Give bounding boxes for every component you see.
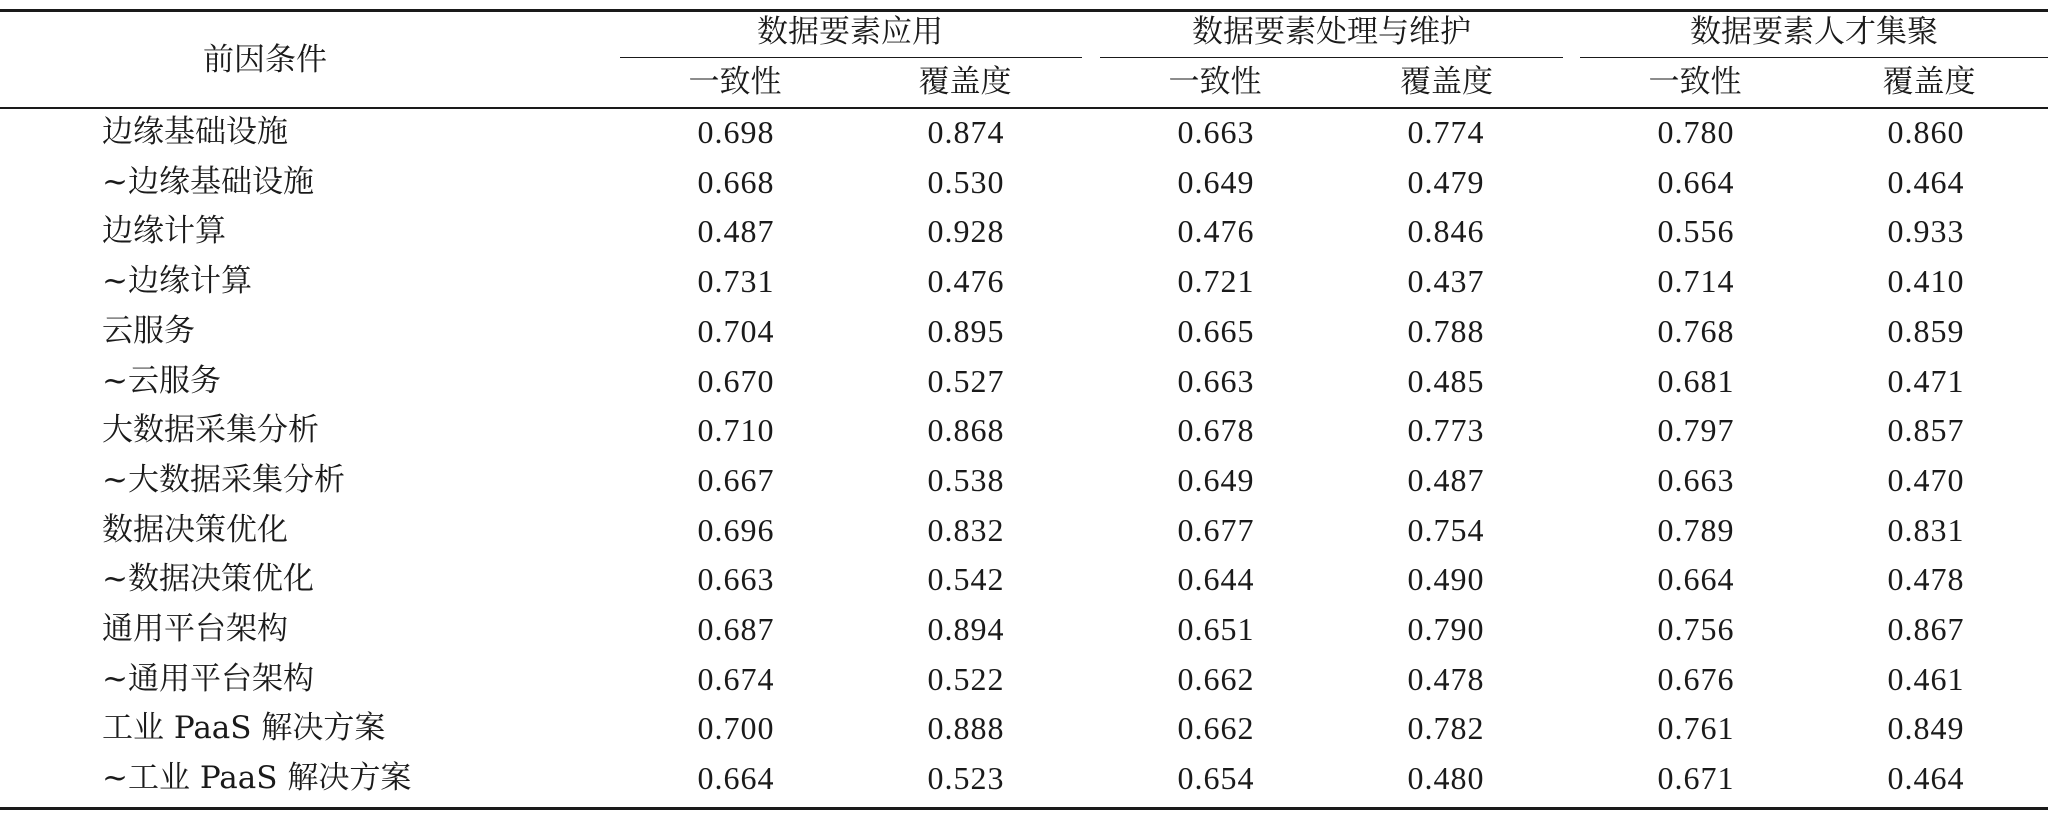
- table-cell: 0.696: [697, 512, 775, 548]
- table-cell: 0.487: [1407, 462, 1485, 498]
- table-cell: 0.480: [1407, 760, 1485, 796]
- table-cell: 0.681: [1657, 363, 1735, 399]
- table-cell: 0.478: [1407, 661, 1485, 697]
- subheader-coverage: 覆盖度: [1400, 64, 1493, 100]
- table-cell: 0.678: [1177, 412, 1255, 448]
- table-cell: 0.761: [1657, 710, 1735, 746]
- row-label: 边缘计算: [102, 213, 226, 249]
- table-cell: 0.556: [1657, 213, 1735, 249]
- table-cell: 0.710: [697, 412, 775, 448]
- table-cell: 0.754: [1407, 512, 1485, 548]
- table-cell: 0.410: [1887, 263, 1965, 299]
- row-label: 工业 PaaS 解决方案: [102, 710, 386, 746]
- table-cell: 0.874: [927, 114, 1005, 150]
- table-cell: 0.663: [1177, 114, 1255, 150]
- row-label: ~工业 PaaS 解决方案: [102, 760, 412, 796]
- header-bottom-rule: [0, 107, 2048, 109]
- group-header-application: 数据要素应用: [757, 14, 943, 50]
- table-cell: 0.721: [1177, 263, 1255, 299]
- table-cell: 0.831: [1887, 512, 1965, 548]
- table-cell: 0.933: [1887, 213, 1965, 249]
- table-cell: 0.663: [1177, 363, 1255, 399]
- table-cell: 0.774: [1407, 114, 1485, 150]
- table-cell: 0.797: [1657, 412, 1735, 448]
- table-cell: 0.860: [1887, 114, 1965, 150]
- row-label: 通用平台架构: [102, 611, 288, 647]
- row-label: ~云服务: [102, 363, 221, 399]
- subheader-coverage: 覆盖度: [1882, 64, 1976, 100]
- table-cell: 0.665: [1177, 313, 1255, 349]
- table-cell: 0.780: [1657, 114, 1735, 150]
- table-bottom-rule: [0, 807, 2048, 810]
- row-label: 大数据采集分析: [102, 412, 319, 448]
- table-cell: 0.668: [697, 164, 775, 200]
- table-cell: 0.664: [697, 760, 775, 796]
- table-cell: 0.662: [1177, 661, 1255, 697]
- table-cell: 0.651: [1177, 611, 1255, 647]
- table-cell: 0.698: [697, 114, 775, 150]
- table-cell: 0.649: [1177, 164, 1255, 200]
- table-cell: 0.687: [697, 611, 775, 647]
- table-cell: 0.490: [1407, 561, 1485, 597]
- table-cell: 0.470: [1887, 462, 1965, 498]
- table-cell: 0.789: [1657, 512, 1735, 548]
- table-cell: 0.700: [697, 710, 775, 746]
- table-cell: 0.649: [1177, 462, 1255, 498]
- row-header: 前因条件: [203, 42, 327, 78]
- table-cell: 0.667: [697, 462, 775, 498]
- table-cell: 0.676: [1657, 661, 1735, 697]
- table-cell: 0.663: [1657, 462, 1735, 498]
- row-label: 数据决策优化: [102, 512, 288, 548]
- table-cell: 0.644: [1177, 561, 1255, 597]
- table-cell: 0.788: [1407, 313, 1485, 349]
- table-cell: 0.476: [927, 263, 1005, 299]
- table-cell: 0.895: [927, 313, 1005, 349]
- table-cell: 0.461: [1887, 661, 1965, 697]
- group-rule-processing: [1100, 57, 1563, 58]
- table-cell: 0.522: [927, 661, 1005, 697]
- table-cell: 0.664: [1657, 561, 1735, 597]
- table-cell: 0.768: [1657, 313, 1735, 349]
- table-cell: 0.731: [697, 263, 775, 299]
- group-rule-application: [620, 57, 1082, 58]
- table-cell: 0.437: [1407, 263, 1485, 299]
- subheader-consistency: 一致性: [1648, 64, 1742, 100]
- table-cell: 0.538: [927, 462, 1005, 498]
- table-cell: 0.756: [1657, 611, 1735, 647]
- table-cell: 0.790: [1407, 611, 1485, 647]
- table-cell: 0.476: [1177, 213, 1255, 249]
- row-label: 云服务: [102, 313, 195, 349]
- table-cell: 0.782: [1407, 710, 1485, 746]
- table-cell: 0.527: [927, 363, 1005, 399]
- table-cell: 0.888: [927, 710, 1005, 746]
- table-cell: 0.894: [927, 611, 1005, 647]
- subheader-consistency: 一致性: [688, 64, 782, 100]
- table-cell: 0.849: [1887, 710, 1965, 746]
- group-header-talent: 数据要素人才集聚: [1690, 14, 1938, 50]
- row-label: ~数据决策优化: [102, 561, 314, 597]
- row-label: ~边缘计算: [102, 263, 252, 299]
- table-cell: 0.471: [1887, 363, 1965, 399]
- table-cell: 0.773: [1407, 412, 1485, 448]
- table-cell: 0.487: [697, 213, 775, 249]
- group-rule-talent: [1580, 57, 2048, 58]
- table-cell: 0.664: [1657, 164, 1735, 200]
- subheader-consistency: 一致性: [1168, 64, 1262, 100]
- table-cell: 0.478: [1887, 561, 1965, 597]
- table-cell: 0.485: [1407, 363, 1485, 399]
- table-cell: 0.714: [1657, 263, 1735, 299]
- table-cell: 0.928: [927, 213, 1005, 249]
- table-cell: 0.542: [927, 561, 1005, 597]
- table-cell: 0.846: [1407, 213, 1485, 249]
- table-cell: 0.663: [697, 561, 775, 597]
- subheader-coverage: 覆盖度: [918, 64, 1012, 100]
- table-cell: 0.704: [697, 313, 775, 349]
- table-cell: 0.671: [1657, 760, 1735, 796]
- row-label: ~通用平台架构: [102, 661, 314, 697]
- table-cell: 0.868: [927, 412, 1005, 448]
- table-cell: 0.867: [1887, 611, 1965, 647]
- table-cell: 0.479: [1407, 164, 1485, 200]
- table-cell: 0.677: [1177, 512, 1255, 548]
- table-cell: 0.662: [1177, 710, 1255, 746]
- table-cell: 0.530: [927, 164, 1005, 200]
- row-label: 边缘基础设施: [102, 114, 288, 150]
- table-cell: 0.857: [1887, 412, 1965, 448]
- group-header-processing: 数据要素处理与维护: [1192, 14, 1471, 50]
- table-cell: 0.464: [1887, 164, 1965, 200]
- table-cell: 0.464: [1887, 760, 1965, 796]
- row-label: ~边缘基础设施: [102, 164, 314, 200]
- table-cell: 0.523: [927, 760, 1005, 796]
- table-cell: 0.670: [697, 363, 775, 399]
- table-cell: 0.674: [697, 661, 775, 697]
- table-cell: 0.859: [1887, 313, 1965, 349]
- table-cell: 0.832: [927, 512, 1005, 548]
- row-label: ~大数据采集分析: [102, 462, 345, 498]
- table-cell: 0.654: [1177, 760, 1255, 796]
